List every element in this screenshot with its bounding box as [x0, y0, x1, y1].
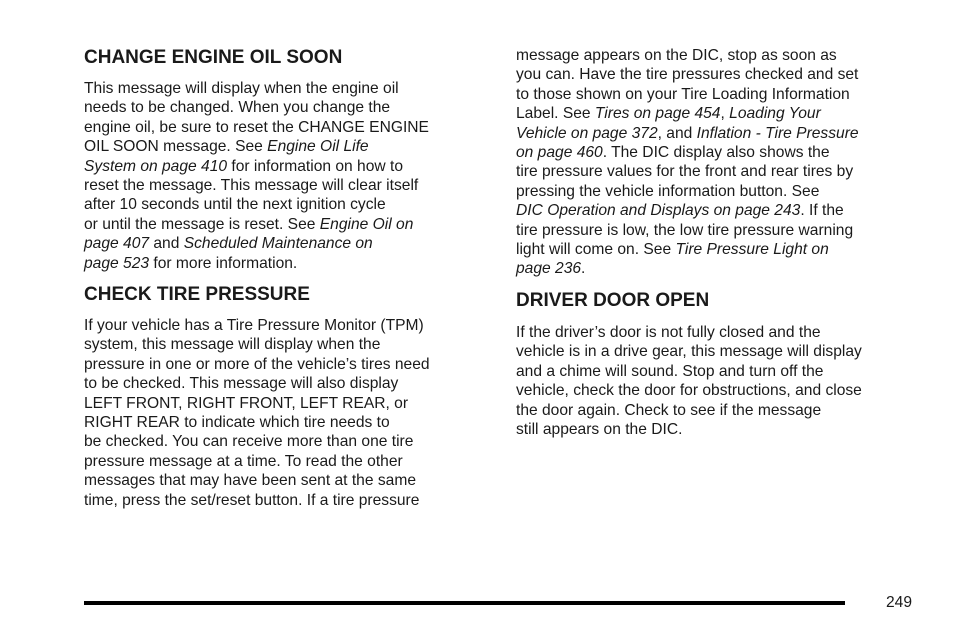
body-text: pressure message at a time. To read the other	[84, 452, 403, 470]
body-text: tire pressure is low, the low tire pressure warning	[516, 221, 854, 239]
text-line	[84, 452, 430, 471]
cross-reference: Tires on page 454	[594, 105, 721, 123]
text-line	[516, 104, 859, 123]
page-number: 249	[886, 594, 913, 611]
body-text: message appears on the DIC, stop as soon as	[516, 47, 837, 64]
paragraph-driver-door-open	[516, 323, 862, 439]
text-line	[516, 46, 859, 65]
body-text: Label. See	[516, 105, 595, 123]
body-text: to be checked. This message will also display	[84, 375, 399, 393]
body-text: still appears on the DIC.	[516, 420, 683, 438]
text-line	[516, 124, 859, 143]
text-line	[84, 157, 429, 176]
text-line	[516, 201, 859, 220]
cross-reference: Loading Your	[729, 105, 821, 123]
text-line	[84, 394, 430, 413]
text-line	[516, 362, 862, 381]
body-text: needs to be changed. When you change the	[84, 99, 391, 117]
text-line	[516, 240, 859, 259]
body-text: for information on how to	[227, 157, 404, 175]
text-line	[516, 143, 859, 162]
cross-reference: page 236	[516, 260, 582, 278]
cross-reference: DIC Operation and Displays on page 243	[516, 202, 801, 220]
body-text: engine oil, be sure to reset the CHANGE ENGINE	[84, 118, 429, 136]
cross-reference: Engine Oil on	[319, 215, 414, 233]
body-text: for more information.	[149, 254, 298, 272]
cross-reference: page 407	[84, 235, 150, 253]
body-text: This message will display when the engine oil	[84, 80, 399, 97]
text-line	[84, 432, 430, 451]
text-line	[516, 182, 859, 201]
body-text: LEFT FRONT, RIGHT FRONT, LEFT REAR, or	[84, 394, 409, 412]
body-text: vehicle, check the door for obstructions, and close	[516, 382, 862, 400]
footer-rule	[84, 601, 845, 605]
cross-reference: on page 460	[516, 143, 603, 161]
body-text: OIL SOON message. See	[84, 138, 268, 156]
body-text: RIGHT REAR to indicate which tire needs to	[84, 413, 390, 431]
paragraph-change-engine-oil-soon	[84, 79, 429, 273]
text-line	[84, 79, 429, 98]
text-line	[84, 374, 430, 393]
text-line	[84, 471, 430, 490]
cross-reference: Scheduled Maintenance on	[183, 235, 373, 253]
body-text: If your vehicle has a Tire Pressure Monitor (TPM)	[84, 317, 424, 334]
body-text: pressing the vehicle information button. See	[516, 182, 820, 200]
body-text: after 10 seconds until the next ignition cycle	[84, 196, 386, 214]
body-text: reset the message. This message will clear itself	[84, 176, 419, 194]
text-line	[84, 215, 429, 234]
cross-reference: System on page 410	[84, 157, 228, 175]
body-text: messages that may have been sent at the same	[84, 472, 416, 490]
body-text: light will come on. See	[516, 240, 676, 258]
text-line	[84, 234, 429, 253]
text-line	[84, 98, 429, 117]
text-line	[516, 221, 859, 240]
body-text: or until the message is reset. See	[84, 215, 320, 233]
body-text: be checked. You can receive more than one tire	[84, 433, 414, 451]
body-text: the door again. Check to see if the message	[516, 401, 822, 419]
text-line	[84, 316, 430, 335]
heading-check-tire-pressure: CHECK TIRE PRESSURE	[84, 284, 310, 305]
body-text: you can. Have the tire pressures checked and set	[516, 66, 859, 84]
text-line	[516, 401, 862, 420]
text-line	[516, 85, 859, 104]
heading-change-engine-oil-soon: CHANGE ENGINE OIL SOON	[84, 47, 343, 68]
body-text: . The DIC display also shows the	[602, 143, 830, 161]
body-text: tire pressure values for the front and rear tires by	[516, 163, 854, 181]
body-text: and a chime will sound. Stop and turn off the	[516, 362, 824, 380]
text-line	[516, 381, 862, 400]
text-line	[84, 413, 430, 432]
body-text: .	[581, 260, 586, 278]
text-line	[516, 420, 862, 439]
text-line	[84, 254, 429, 273]
text-line	[84, 176, 429, 195]
text-line	[84, 335, 430, 354]
cross-reference: Vehicle on page 372	[516, 124, 658, 142]
body-text: ,	[720, 105, 730, 123]
text-line	[516, 162, 859, 181]
cross-reference: Engine Oil Life	[267, 138, 369, 156]
text-line	[516, 323, 862, 342]
cross-reference: Tire Pressure Light on	[675, 240, 829, 258]
heading-driver-door-open: DRIVER DOOR OPEN	[516, 290, 710, 311]
body-text: time, press the set/reset button. If a tire pressure	[84, 491, 420, 509]
body-text: If the driver’s door is not fully closed and the	[516, 324, 821, 341]
cross-reference: Inflation - Tire Pressure	[696, 124, 859, 142]
body-text: to those shown on your Tire Loading Information	[516, 85, 850, 103]
text-line	[516, 342, 862, 361]
body-text: . If the	[800, 202, 844, 220]
text-line	[84, 195, 429, 214]
text-line	[84, 118, 429, 137]
body-text: and	[149, 235, 184, 253]
body-text: system, this message will display when the	[84, 336, 381, 354]
paragraph-check-tire-pressure	[84, 316, 430, 510]
text-line	[84, 137, 429, 156]
text-line	[84, 491, 430, 510]
body-text: , and	[657, 124, 697, 142]
text-line	[516, 65, 859, 84]
body-text: vehicle is in a drive gear, this message will display	[516, 343, 862, 361]
text-line	[516, 259, 859, 278]
body-text: pressure in one or more of the vehicle’s tires need	[84, 355, 430, 373]
paragraph-check-tire-pressure-continued	[516, 46, 859, 279]
cross-reference: page 523	[84, 254, 150, 272]
text-line	[84, 355, 430, 374]
